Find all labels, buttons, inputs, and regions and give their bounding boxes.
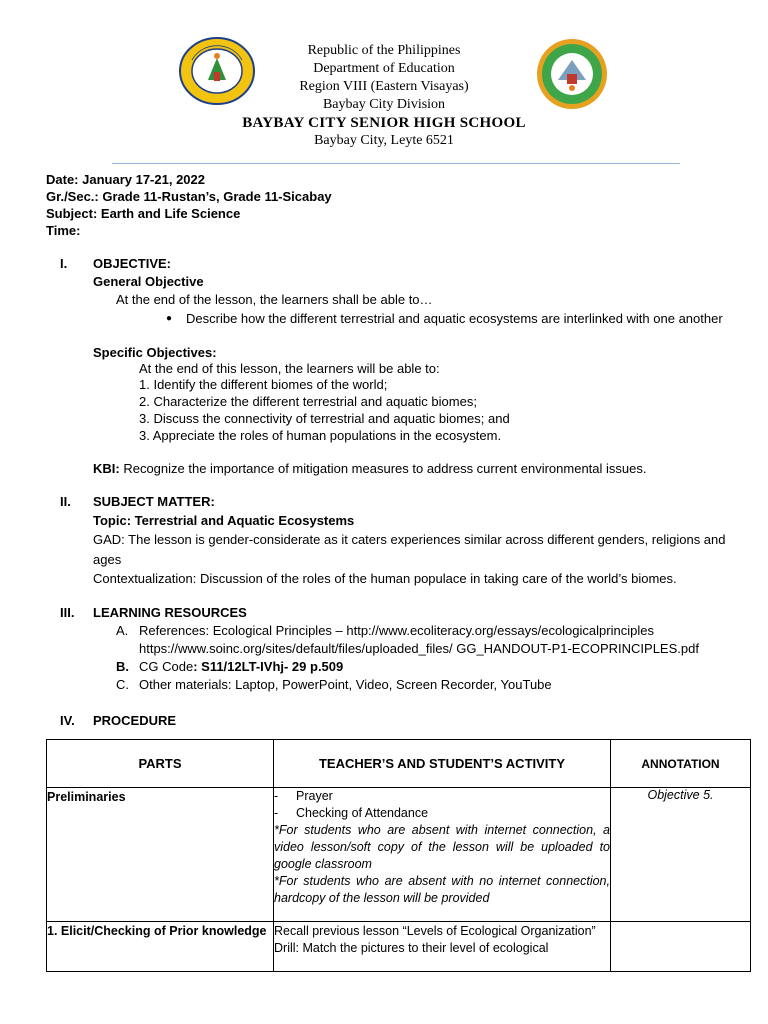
topic-line: Topic: Terrestrial and Aquatic Ecosystems [93, 513, 355, 528]
bullet-icon: ● [166, 313, 173, 324]
absent-without-internet-note: *For students who are absent with no internet connection, hardcopy of the lesson will be provided [274, 874, 610, 905]
header-divider [112, 163, 680, 164]
contextualization-line: Contextualization: Discussion of the roles of the human populace in taking care of the world’s biomes. [93, 571, 677, 586]
division-line: Baybay City Division [322, 97, 446, 112]
drill-line: Drill: Match the pictures to their level of ecological [274, 941, 549, 955]
section-1-number: I. [60, 256, 68, 271]
part-preliminaries: Preliminaries [47, 788, 274, 922]
activity-elicit [274, 922, 611, 972]
section-4-number: IV. [60, 713, 75, 728]
section-3-title: LEARNING RESOURCES [93, 605, 247, 620]
table-row [47, 922, 751, 972]
general-objective-label: General Objective [93, 274, 204, 289]
activity-preliminaries [274, 788, 611, 922]
general-objective-bullet: Describe how the different terrestrial and aquatic ecosystems are interlinked with one another [186, 311, 723, 326]
specific-objective-item: 2. Characterize the different terrestrial and aquatic biomes; [139, 394, 477, 409]
header-activity: TEACHER’S AND STUDENT’S ACTIVITY [274, 740, 611, 788]
subject-line: Subject: Earth and Life Science [46, 206, 241, 221]
resource-c-label: C. [116, 677, 129, 692]
resource-a-label: A. [116, 623, 129, 638]
section-3-number: III. [60, 605, 75, 620]
section-1-title: OBJECTIVE: [93, 256, 172, 271]
specific-objectives-intro: At the end of this lesson, the learners will be able to: [139, 361, 440, 376]
kbi-text: Recognize the importance of mitigation measures to address current environmental issues. [119, 461, 647, 476]
school-address: Baybay City, Leyte 6521 [314, 133, 454, 148]
resource-b-label: B. [116, 659, 129, 674]
absent-with-internet-note: *For students who are absent with internet connection, a video lesson/soft copy of the lesson will be uploaded to google classroom [274, 823, 610, 871]
general-objective-intro: At the end of the lesson, the learners shall be able to… [116, 292, 433, 307]
recall-line: Recall previous lesson “Levels of Ecological Organization” [274, 924, 596, 938]
cg-code-value: : S11/12LT-IVhj- 29 p.509 [193, 659, 344, 674]
annotation-preliminaries: Objective 5. [611, 788, 751, 922]
cg-code-prefix: CG Code [139, 659, 194, 674]
kbi-label: KBI: [93, 461, 120, 476]
resource-a-link: https://www.soinc.org/sites/default/files/uploaded_files/ GG_HANDOUT-P1-ECOPRINCIPLES.pdf [139, 641, 699, 656]
section-2-number: II. [60, 494, 71, 509]
specific-objective-item: 1. Identify the different biomes of the world; [139, 377, 388, 392]
cg-code-line [139, 659, 343, 674]
time-line: Time: [46, 223, 81, 238]
school-name: BAYBAY CITY SENIOR HIGH SCHOOL [242, 115, 526, 131]
part-elicit: 1. Elicit/Checking of Prior knowledge [47, 922, 274, 972]
republic-line: Republic of the Philippines [307, 43, 461, 58]
grade-section-line: Gr./Sec.: Grade 11-Rustan’s, Grade 11-Sicabay [46, 189, 332, 204]
specific-objective-item: 3. Appreciate the roles of human populations in the ecosystem. [139, 428, 502, 443]
gad-line-2: ages [93, 552, 122, 567]
header-annotation: ANNOTATION [611, 740, 751, 788]
list-item: - Prayer [274, 789, 333, 803]
annotation-elicit [611, 922, 751, 972]
gad-line-1: GAD: The lesson is gender-considerate as it caters experiences similar across different genders, religions and [93, 532, 726, 547]
table-row [47, 788, 751, 922]
section-2-title: SUBJECT MATTER: [93, 494, 215, 509]
date-line: Date: January 17-21, 2022 [46, 172, 205, 187]
specific-objectives-label: Specific Objectives: [93, 345, 217, 360]
resource-a-text: References: Ecological Principles – http://www.ecoliteracy.org/essays/ecologicalprinciples [139, 623, 654, 638]
section-4-title: PROCEDURE [93, 713, 177, 728]
specific-objective-item: 3. Discuss the connectivity of terrestrial and aquatic biomes; and [139, 411, 510, 426]
resource-c-text: Other materials: Laptop, PowerPoint, Video, Screen Recorder, YouTube [139, 677, 552, 692]
region-line: Region VIII (Eastern Visayas) [299, 79, 469, 94]
letterhead [0, 42, 768, 150]
department-line: Department of Education [313, 61, 455, 76]
table-header-row [47, 740, 751, 788]
list-item: - Checking of Attendance [274, 806, 429, 820]
procedure-table [46, 739, 751, 972]
header-parts: PARTS [47, 740, 274, 788]
kbi-line [93, 461, 646, 476]
